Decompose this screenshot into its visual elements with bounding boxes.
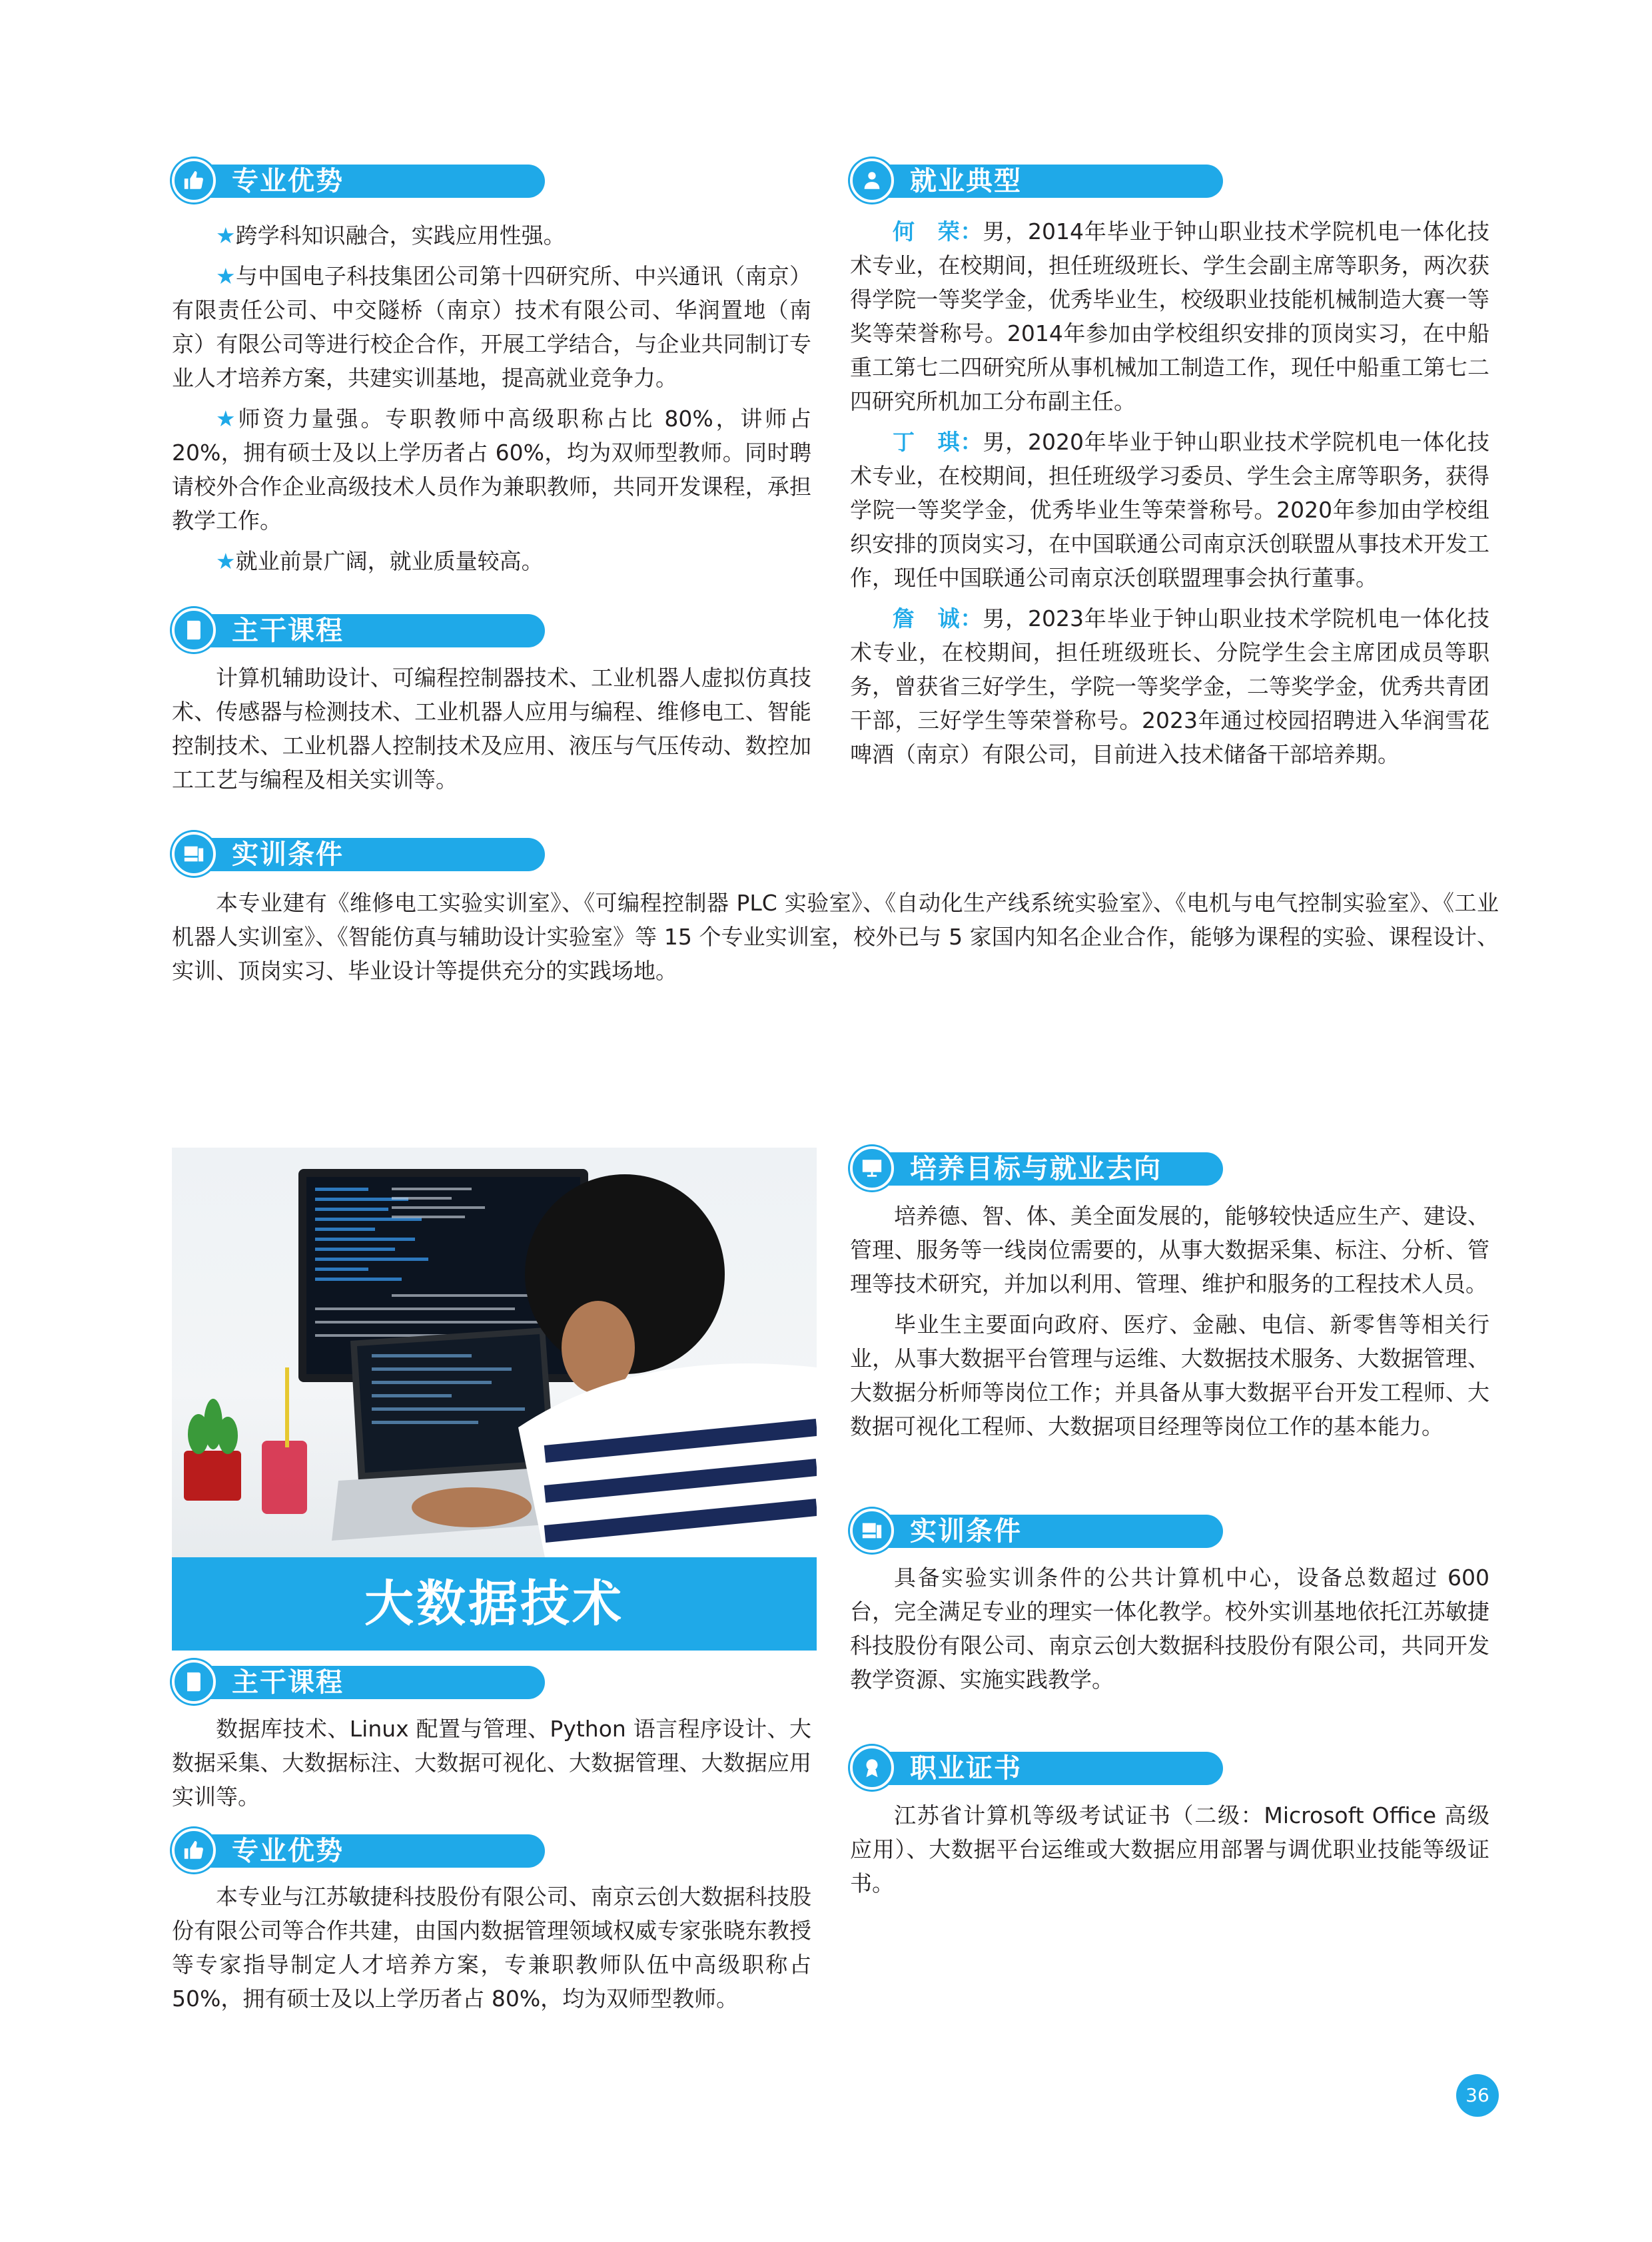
section-title: 主干课程 <box>232 615 344 646</box>
section-header-advantage <box>172 163 545 200</box>
section-title: 培养目标与就业去向 <box>910 1154 1162 1184</box>
book-icon <box>172 1660 216 1704</box>
medal-icon <box>850 1746 894 1790</box>
section-header-courses-2 <box>172 1664 545 1701</box>
section-header-advantage-2 <box>172 1832 545 1870</box>
list-item: ★师资力量强。专职教师中高级职称占比 80%，讲师占 20%，拥有硕士及以上学历者占 60%，均为双师型教师。同时聘请校外合作企业高级技术人员作为兼职教师，共同开发课程，承担教学工作。 <box>172 406 811 534</box>
student-computer-photo <box>172 1148 817 1557</box>
section-title: 实训条件 <box>232 839 344 870</box>
section-title: 职业证书 <box>910 1753 1022 1784</box>
goals-text <box>850 1199 1489 1450</box>
presentation-icon <box>850 1146 894 1190</box>
section-header-goals <box>850 1150 1223 1188</box>
thumbs-up-icon <box>172 1828 216 1872</box>
certificates-text: 江苏省计算机等级考试证书（二级：Microsoft Office 高级应用）、大数据平台运维或大数据应用部署与调优职业技能等级证书。 <box>850 1802 1489 1896</box>
section-title: 就业典型 <box>910 166 1022 196</box>
list-item: ★跨学科知识融合，实践应用性强。 <box>216 222 566 248</box>
training-text: 本专业建有《维修电工实验实训室》、《可编程控制器 PLC 实验室》、《自动化生产线系统实验室》、《电机与电气控制实验室》、《工业机器人实训室》、《智能仿真与辅助设计实验室》等 15 个专业实训室，校外已与 5 家国内知名企业合作，能够为课程的实验、课程设计、实训、顶岗实习、毕业设计等提供充分的实践场地。 <box>172 890 1499 984</box>
section-header-training-2 <box>850 1513 1223 1550</box>
lab-icon <box>172 832 216 876</box>
list-item: 何 荣：男，2014年毕业于钟山职业技术学院机电一体化技术专业，在校期间，担任班级班长、学生会副主席等职务，两次获得学院一等奖学金，优秀毕业生，校级职业技能机械制造大赛一等奖等荣誉称号。2014年参加由学校组织安排的顶岗实习，在中船重工第七二四研究所从事机械加工制造工作，现任中船重工第七二四研究所机加工分布副主任。 <box>850 218 1490 414</box>
courses-text: 计算机辅助设计、可编程控制器技术、工业机器人虚拟仿真技术、传感器与检测技术、工业机器人应用与编程、维修电工、智能控制技术、工业机器人控制技术及应用、液压与气压传动、数控加工工艺与编程及相关实训等。 <box>172 665 811 793</box>
section-header-courses <box>172 612 545 649</box>
section-header-training <box>172 836 545 873</box>
list-item: 詹 诚：男，2023年毕业于钟山职业技术学院机电一体化技术专业，在校期间，担任班级班长、分院学生会主席团成员等职务，曾获省三好学生，学院一等奖学金，二等奖学金，优秀共青团干部，三好学生等荣誉称号。2023年通过校园招聘进入华润雪花啤酒（南京）有限公司，目前进入技术储备干部培养期。 <box>850 605 1490 767</box>
page-number: 36 <box>1456 2074 1499 2117</box>
advantage-list <box>172 218 811 585</box>
section-title: 专业优势 <box>232 166 344 196</box>
training-text-2: 具备实验实训条件的公共计算机中心，设备总数超过 600 台，完全满足专业的理实一体化教学。校外实训基地依托江苏敏捷科技股份有限公司、南京云创大数据科技股份有限公司，共同开发教学资源、实施实践教学。 <box>850 1565 1489 1692</box>
advantage-text-2: 本专业与江苏敏捷科技股份有限公司、南京云创大数据科技股份有限公司等合作共建，由国内数据管理领域权威专家张晓东教授等专家指导制定人才培养方案，专兼职教师队伍中高级职称占 50%，拥有硕士及以上学历者占 80%，均为双师型教师。 <box>172 1884 811 2012</box>
list-item: ★与中国电子科技集团公司第十四研究所、中兴通讯（南京）有限责任公司、中交隧桥（南京）技术有限公司、华润置地（南京）有限公司等进行校企合作，开展工学结合，与企业共同制订专业人才培养方案，共建实训基地，提高就业竞争力。 <box>172 263 812 391</box>
list-item: ★就业前景广阔，就业质量较高。 <box>216 548 544 574</box>
people-icon <box>850 159 894 202</box>
paragraph: 毕业生主要面向政府、医疗、金融、电信、新零售等相关行业，从事大数据平台管理与运维、大数据技术服务、大数据管理、大数据分析师等岗位工作；并具备从事大数据平台开发工程师、大数据可视化工程师、大数据项目经理等岗位工作的基本能力。 <box>850 1311 1489 1439</box>
section-title: 实训条件 <box>910 1516 1022 1547</box>
lab-icon <box>850 1509 894 1553</box>
thumbs-up-icon <box>172 159 216 202</box>
section-header-certificates <box>850 1750 1223 1787</box>
paragraph: 培养德、智、体、美全面发展的，能够较快适应生产、建设、管理、服务等一线岗位需要的，从事大数据采集、标注、分析、管理等技术研究，并加以利用、管理、维护和服务的工程技术人员。 <box>850 1203 1489 1297</box>
career-list <box>850 214 1489 778</box>
section-header-career <box>850 163 1223 200</box>
book-icon <box>172 608 216 652</box>
section-title: 专业优势 <box>232 1836 344 1866</box>
list-item: 丁 琪：男，2020年毕业于钟山职业技术学院机电一体化技术专业，在校期间，担任班级学习委员、学生会主席等职务，获得学院一等奖学金，优秀毕业生等荣誉称号。2020年参加由学校组织安排的顶岗实习，在中国联通公司南京沃创联盟从事技术开发工作，现任中国联通公司南京沃创联盟理事会执行董事。 <box>850 429 1490 591</box>
major-banner: 大数据技术 <box>172 1557 817 1651</box>
courses-text-2: 数据库技术、Linux 配置与管理、Python 语言程序设计、大数据采集、大数据标注、大数据可视化、大数据管理、大数据应用实训等。 <box>172 1716 811 1810</box>
section-title: 主干课程 <box>232 1667 344 1698</box>
